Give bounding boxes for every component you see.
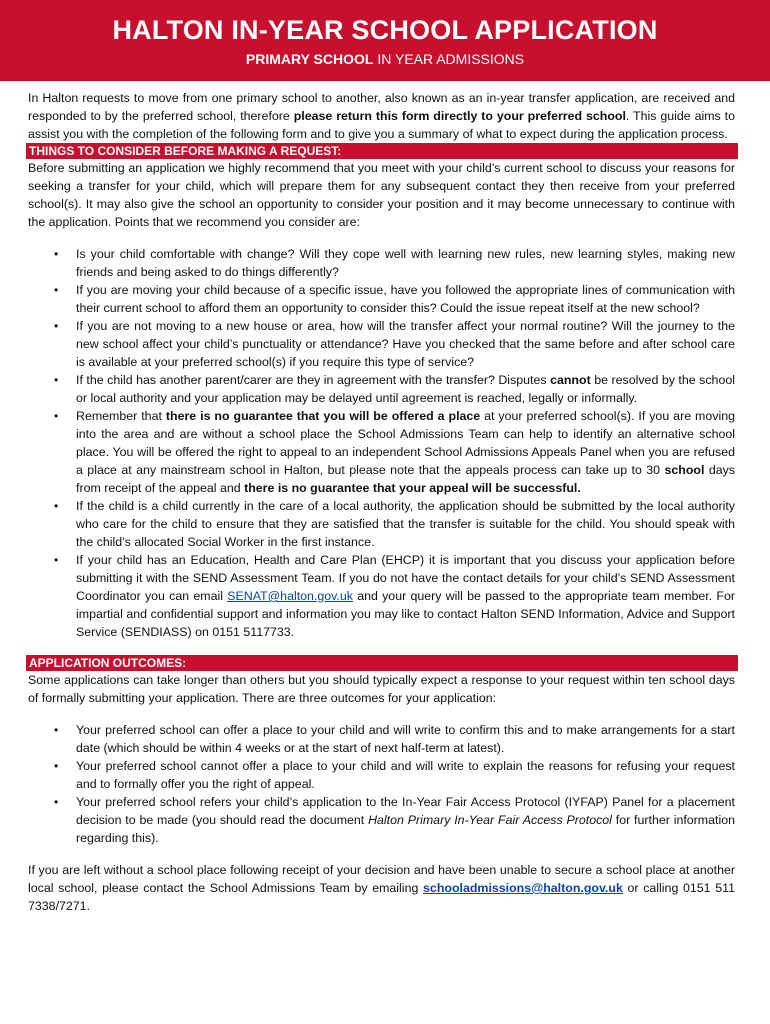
list-item: [28, 793, 735, 847]
list-text: at your preferred school(s). If you are moving into the area and are without a school place the School Admissions Team can help to identify an alternative school place. You will be offered the right to appeal to an independent School Admissions Appeals Panel when you are refused a place at any mainstream school in Halton, but please note that the appeals process can take up to 30: [76, 409, 735, 477]
subtitle-rest: IN YEAR ADMISSIONS: [373, 51, 525, 67]
closing-paragraph: [28, 861, 735, 915]
consider-paragraph: Before submitting an application we highly recommend that you meet with your child’s current school to discuss your reasons for seeking a transfer for your child, which will prepare them for any subsequent contact they then receive from your preferred school(s). It may also give the school an opportunity to consider your position and it may become unnecessary to continue with the application. Points that we recommend you consider are:: [28, 161, 735, 229]
header-banner: [0, 0, 770, 81]
list-text: be resolved by the school or local authority and your application may be delayed until agreement is reached, legally or informally.: [76, 373, 735, 405]
list-item: • Is your child comfortable with change? Will they cope well with learning new rules, new learning styles, making new friends and being asked to do things differently?: [28, 245, 735, 281]
intro-emphasis: please return this form directly to your preferred school: [293, 109, 626, 123]
page-title: HALTON IN-YEAR SCHOOL APPLICATION: [112, 15, 658, 45]
section-heading-outcomes: APPLICATION OUTCOMES:: [26, 655, 738, 671]
section-heading-consider: THINGS TO CONSIDER BEFORE MAKING A REQUEST:: [26, 143, 738, 159]
list-text: and your query will be passed to the appropriate team member. For impartial and confidential support and information you may like to contact Halton SEND Information, Advice and Support Service (SENDIASS) on 0151 5117733.: [76, 589, 735, 639]
intro-text: In Halton requests to move from one primary school to another, also known as an in-year transfer application, are received and responded to by the preferred school, therefore: [28, 91, 735, 123]
list-item: • Your preferred school can offer a place to your child and will write to confirm this and to make arrangements for a start date (which should be within 4 weeks or at the start of next half-term at latest).: [28, 721, 735, 757]
senat-email-link[interactable]: SENAT@halton.gov.uk: [227, 589, 353, 603]
intro-text-2: . This guide aims to assist you with the completion of the following form and to give you a summary of what to expect during the application process.: [28, 109, 735, 141]
list-item: [28, 407, 735, 497]
page-subtitle: [0, 50, 770, 68]
closing-text: If you are left without a school place following receipt of your decision and have been unable to secure a school place at another local school, please contact the School Admissions Team by emailing: [28, 863, 735, 895]
consider-list: [28, 245, 735, 641]
list-text: days from receipt of the appeal and: [76, 463, 735, 495]
list-text: If the child has another parent/carer are they in agreement with the transfer? Disputes: [76, 373, 551, 387]
list-text: Your preferred school refers your child’s application to the In-Year Fair Access Protocol (IYFAP) Panel for a placement decision to be made (you should read the document: [76, 795, 735, 827]
subtitle-bold: PRIMARY SCHOOL: [245, 51, 374, 67]
list-item: [28, 371, 735, 407]
outcomes-paragraph: Some applications can take longer than others but you should typically expect a response to your request within ten school days of formally submitting your application. There are three outcomes for your application:: [28, 673, 735, 705]
list-text: If your child has an Education, Health and Care Plan (EHCP) it is important that you discuss your application before submitting it with the SEND Assessment Team. If you do not have the contact details for your child’s SEND Assessment Coordinator you can email: [76, 553, 735, 603]
intro-paragraph: [28, 89, 735, 143]
list-emphasis: there is no guarantee that your appeal will be successful.: [244, 481, 581, 495]
list-item: • If the child is a child currently in the care of a local authority, the application should be submitted by the local authority who care for the child to ensure that they are satisfied that the transfer is suitable for the child. You should speak with the child’s allocated Social Worker in the first instance.: [28, 497, 735, 551]
list-text: Remember that: [76, 409, 166, 423]
list-emphasis: cannot: [550, 373, 591, 387]
admissions-email-link[interactable]: schooladmissions@halton.gov.uk: [423, 881, 623, 895]
list-item: • If you are not moving to a new house or area, how will the transfer affect your normal routine? Will the journey to the new school affect your child’s punctuality or attendance? Have you checked that the same before and after school care is available at your preferred school(s) if you require this type of service?: [28, 317, 735, 371]
document-body: [0, 81, 770, 915]
list-item: • If you are moving your child because of a specific issue, have you followed the appropriate lines of communication with their current school to afford them an opportunity to consider this? Could the issue repeat itself at the new school?: [28, 281, 735, 317]
list-emphasis: there is no guarantee that you will be offered a place: [165, 409, 481, 423]
list-item: • Your preferred school cannot offer a place to your child and will write to explain the reasons for refusing your request and to formally offer you the right of appeal.: [28, 757, 735, 793]
outcomes-list: [28, 721, 735, 847]
list-text: for further information regarding this).: [76, 813, 735, 845]
closing-text-2: or calling 0151 511 7338/7271.: [28, 881, 735, 913]
list-emphasis: school: [664, 463, 705, 477]
document-title: Halton Primary In-Year Fair Access Protocol: [368, 813, 612, 827]
list-item: [28, 551, 735, 641]
